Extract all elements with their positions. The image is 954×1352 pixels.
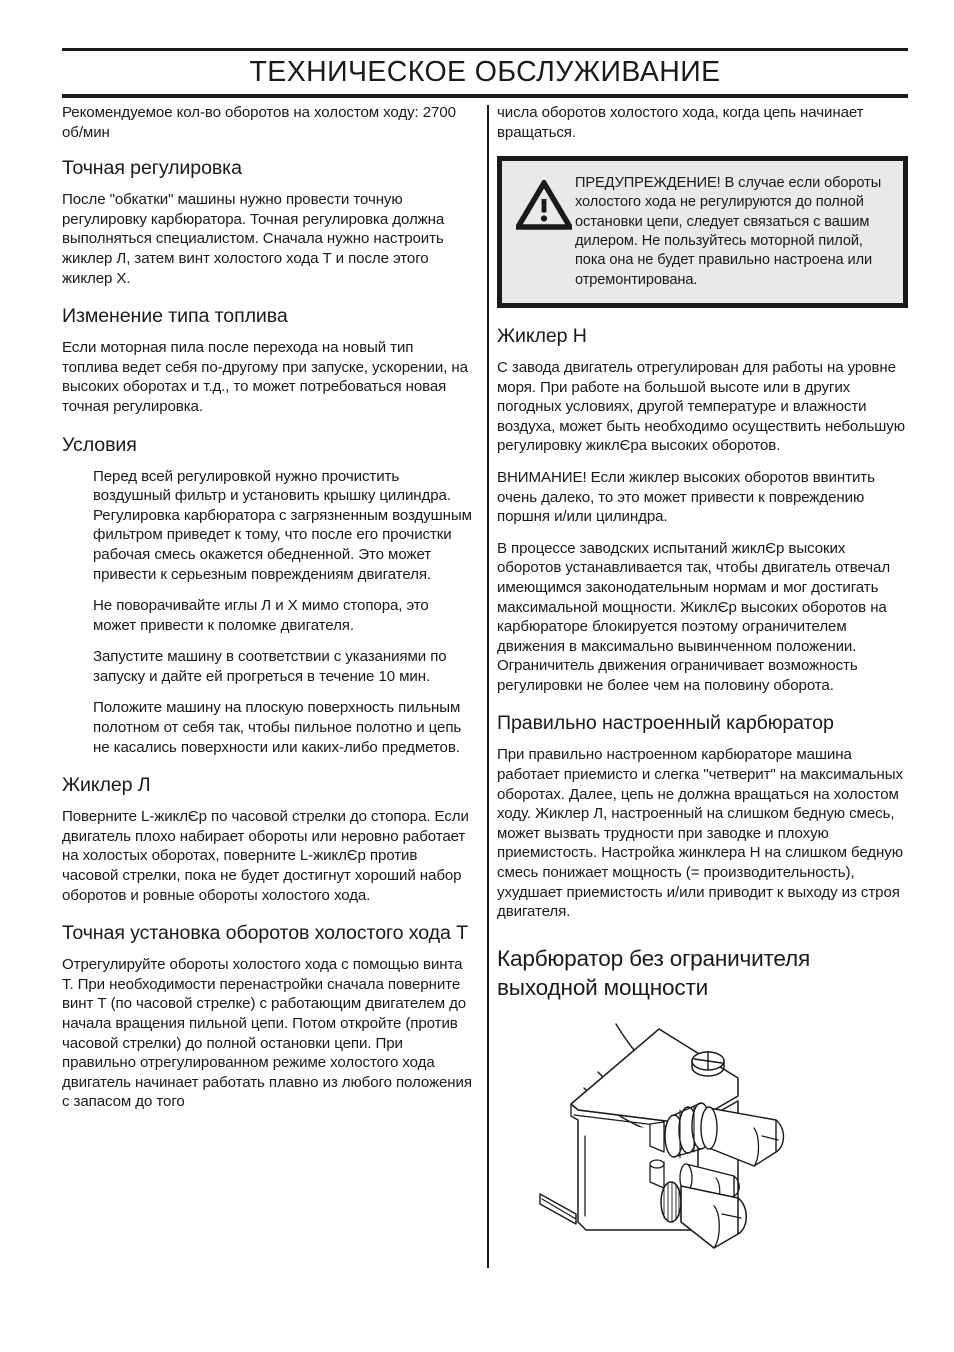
condition-item: Положите машину на плоскую поверхность пильным полотном от себя так, чтобы пильное полотно и цепь не касались поверхности или каких-либо предметов. <box>93 699 462 756</box>
carburetor-adjustment-screws-diagram <box>497 1016 908 1256</box>
heading-usloviya: Условия <box>62 433 137 456</box>
heading-izmenenie-tipa-topliva: Изменение типа топлива <box>62 305 288 328</box>
page-header <box>62 48 908 98</box>
body-paragraph: Поверните L-жиклЄр по часовой стрелки до стопора. Если двигатель плохо набирает обороты или неровно работает на холостых оборотах, поверните L-жиклЄр против часовой стрелки, пока не будет достигнут хороший набор оборотов и ровные обороты холостого хода. <box>62 808 469 904</box>
condition-item: Запустите машину в соответствии с указаниями по запуску и дайте ей прогреться в течение 10 мин. <box>93 648 447 685</box>
warning-callout <box>497 156 908 308</box>
heading-zhikler-l: Жиклер Л <box>62 774 151 797</box>
column-divider <box>487 105 489 1268</box>
heading-zhikler-n: Жиклер Н <box>497 324 587 347</box>
continuation-paragraph: числа оборотов холостого хода, когда цепь начинает вращаться. <box>497 104 864 141</box>
body-paragraph: После "обкатки" машины нужно провести точную регулировку карбюратора. Точная регулировка должна выполняться специалистом. Сначала нужно настроить жиклер Л, затем винт холостого хода Т и после этого жиклер Х. <box>62 191 445 287</box>
condition-item: Перед всей регулировкой нужно прочистить воздушный фильтр и установить крышку цилиндра. Регулировка карбюратора с загрязненным воздушным фильтром приведет к тому, что после его прочистки рабочая смесь окажется обедненной. Это может привести к серьезным повреждениям двигателя. <box>93 467 472 583</box>
heading-tochnaya-regulirovka: Точная регулировка <box>62 157 242 180</box>
right-column <box>497 103 908 1256</box>
intro-paragraph: Рекомендуемое кол-во оборотов на холостом ходу: 2700 об/мин <box>62 104 456 141</box>
note-paragraph: ВНИМАНИЕ! Если жиклер высоких оборотов ввинтить очень далеко, то это может привести к повреждению поршня и/или цилиндра. <box>497 468 875 526</box>
heading-pravilno-nastroennyy-karbyurator: Правильно настроенный карбюратор <box>497 712 834 735</box>
body-paragraph: Отрегулируйте обороты холостого хода с помощью винта Т. При необходимости перенастройки сначала поверните винт Т (по часовой стрелке) с работающим двигателем до начала вращения пильной цепи. Потом откройте (против часовой стрелки) до полной остановки цепи. При правильно отрегулированном режиме холостого хода двигатель начинает работать плавно из любого положения с запасом до того <box>62 956 472 1111</box>
condition-item: Не поворачивайте иглы Л и Х мимо стопора, это может привести к поломке двигателя. <box>93 597 429 634</box>
heading-tochnaya-ustanovka-oborotov: Точная установка оборотов холостого хода Т <box>62 922 468 945</box>
body-paragraph: С завода двигатель отрегулирован для работы на уровне моря. При работе на большой высоте или в других погодных условиях, другой температуре и влажности воздуха, может быть необходимо осуществить небольшую регулировку жиклЄра высоких оборотов. <box>497 358 905 455</box>
page-title: ТЕХНИЧЕСКОЕ ОБСЛУЖИВАНИЕ <box>249 56 721 88</box>
body-paragraph: При правильно настроенном карбюраторе машина работает приемисто и слегка "четверит" на максимальных оборотах. Далее, цепь не должна вращаться на холостом ходу. Жиклер Л, настроенный на слишком бедную смесь, может вызвать трудности при заводке и плохую приемистость. Настройка жинклера Н на слишком бедную смесь понижает мощность (= производительность), ухудшает приемистость и/или приводит к выходу из строя двигателя. <box>497 746 903 921</box>
warning-triangle-icon <box>513 173 575 230</box>
left-column <box>62 103 473 1124</box>
warning-text: ПРЕДУПРЕЖДЕНИЕ! В случае если обороты холостого хода не регулируются до полной остановки цепи, следует связаться с вашим дилером. Не пользуйтесь моторной пилой, пока она не будет правильно настроена или отремонтирована. <box>575 175 882 288</box>
heading-karbyurator-bez-ogranichitelya: Карбюратор без ограничителя выходной мощности <box>497 945 811 1000</box>
header-rule-bottom <box>62 94 908 98</box>
body-paragraph: В процессе заводских испытаний жиклЄр высоких оборотов устанавливается так, чтобы двигатель отвечал имеющимся законодательным нормам и мог достигать максимальной мощности. ЖиклЄр высоких оборотов на карбюраторе блокируется поэтому ограничителем движения в максимально вывинченном положении. Ограничитель движения ограничивает возможность регулировки не более чем на половину оборота. <box>497 539 891 694</box>
body-paragraph: Если моторная пила после перехода на новый тип топлива ведет себя по-другому при запуске, ускорении, на высоких оборотах и т.д., то может потребоваться новая точная регулировка. <box>62 339 468 415</box>
